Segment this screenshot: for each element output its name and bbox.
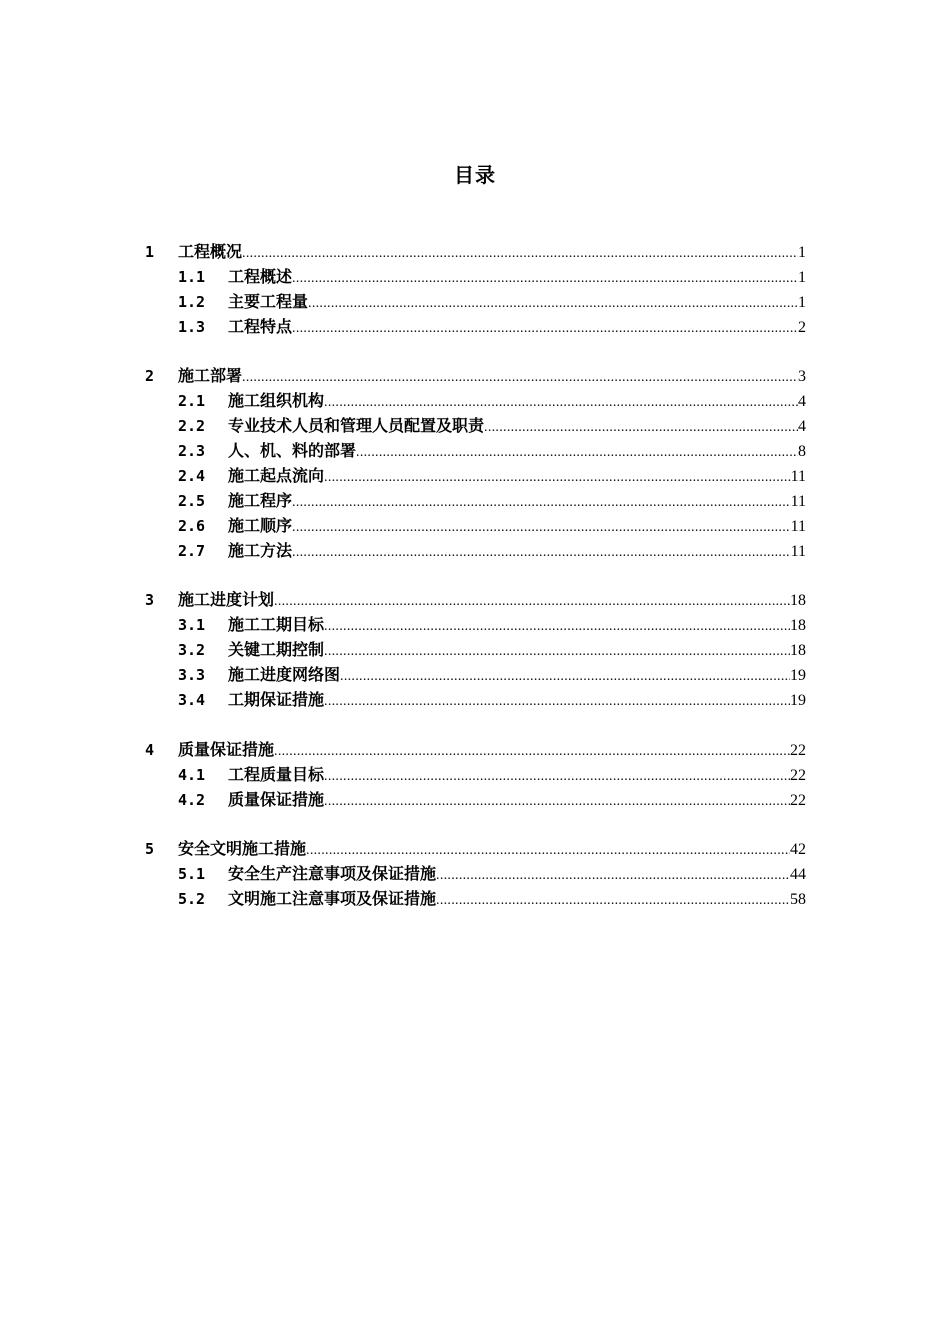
toc-entry-number: 3	[145, 591, 155, 610]
toc-entry-label: 关键工期控制	[228, 640, 325, 660]
toc-entry-page: 22	[790, 741, 806, 759]
toc-entry-page: 22	[790, 791, 806, 809]
toc-entry[interactable]	[145, 240, 806, 265]
toc-entry-page: 11	[790, 542, 806, 560]
toc-subentry[interactable]	[145, 862, 806, 887]
dot-leader	[274, 590, 790, 615]
toc-entry-page: 58	[790, 891, 806, 909]
toc-entry-label: 工程特点	[228, 316, 293, 336]
toc-entry-page: 18	[790, 592, 806, 610]
toc-entry-page: 3	[798, 368, 806, 386]
toc-entry-number: 2.6	[178, 516, 206, 535]
dot-leader	[242, 242, 798, 267]
toc-entry-number: 2.4	[178, 467, 206, 486]
toc-entry-page: 44	[790, 866, 806, 884]
dot-leader	[484, 416, 798, 441]
toc-entry-label: 施工工期目标	[228, 615, 325, 635]
toc-entry-page: 4	[798, 393, 806, 411]
dot-leader	[292, 516, 791, 541]
toc-entry-label: 安全生产注意事项及保证措施	[228, 864, 437, 884]
toc-entry-label: 施工组织机构	[228, 391, 325, 411]
toc-entry-label: 施工起点流向	[228, 466, 325, 486]
toc-entry-label: 施工顺序	[228, 515, 293, 535]
toc-entry-label: 质量保证措施	[178, 739, 275, 759]
toc-entry-page: 19	[790, 692, 806, 710]
toc-entry-page: 1	[798, 244, 806, 261]
dot-leader	[324, 391, 798, 416]
toc-entry-page: 1	[798, 293, 806, 311]
toc-subentry[interactable]	[145, 489, 806, 514]
dot-leader	[324, 640, 790, 665]
toc-entry-page: 8	[798, 443, 806, 461]
dot-leader	[308, 292, 798, 317]
toc-entry-label: 施工进度网络图	[228, 665, 341, 685]
toc-subentry[interactable]	[145, 290, 806, 315]
toc-entry-label: 工程概况	[178, 242, 243, 261]
dot-leader	[292, 541, 791, 566]
toc-entry[interactable]	[145, 837, 806, 862]
toc-entry-number: 1	[145, 243, 155, 261]
toc-entry-number: 1.1	[178, 267, 206, 286]
toc-entry-page: 1	[798, 268, 806, 286]
toc-entry-page: 18	[790, 617, 806, 635]
toc-subentry[interactable]	[145, 788, 806, 813]
toc-entry-label: 专业技术人员和管理人员配置及职责	[228, 416, 485, 436]
toc-entry-label: 施工方法	[228, 540, 293, 560]
toc-entry[interactable]	[145, 364, 806, 389]
toc-entry[interactable]	[145, 588, 806, 613]
toc-entry-number: 2.3	[178, 442, 206, 461]
dot-leader	[436, 889, 790, 914]
toc-entry-number: 4	[145, 740, 155, 759]
toc-entry-number: 5	[145, 840, 155, 859]
toc-entry-page: 42	[790, 841, 806, 859]
dot-leader	[324, 765, 790, 790]
dot-leader	[324, 690, 790, 715]
toc-entry-number: 4.1	[178, 765, 206, 784]
dot-leader	[340, 665, 790, 690]
toc-section	[145, 837, 806, 912]
dot-leader	[242, 366, 798, 391]
toc-subentry[interactable]	[145, 638, 806, 663]
toc-subentry[interactable]	[145, 663, 806, 688]
toc-entry-page: 11	[790, 492, 806, 510]
toc-subentry[interactable]	[145, 539, 806, 564]
toc-subentry[interactable]	[145, 389, 806, 414]
toc-subentry[interactable]	[145, 439, 806, 464]
toc-entry-number: 3.2	[178, 641, 206, 660]
dot-leader	[306, 839, 790, 864]
dot-leader	[292, 267, 798, 292]
toc-entry-number: 3.4	[178, 691, 206, 710]
toc-entry-page: 11	[790, 517, 806, 535]
toc-entry-label: 工程质量目标	[228, 764, 325, 784]
toc-subentry[interactable]	[145, 514, 806, 539]
toc-entry-label: 人、机、料的部署	[228, 441, 357, 461]
toc-subentry[interactable]	[145, 688, 806, 713]
toc-subentry[interactable]	[145, 315, 806, 340]
toc-entry-number: 3.1	[178, 616, 206, 635]
dot-leader	[436, 864, 790, 889]
toc-section	[145, 240, 806, 340]
toc-entry-page: 19	[790, 667, 806, 685]
toc-entry-page: 2	[798, 318, 806, 336]
dot-leader	[324, 466, 791, 491]
toc-entry-label: 施工进度计划	[178, 590, 275, 610]
toc-section	[145, 738, 806, 813]
toc-entry-number: 2.2	[178, 417, 206, 436]
toc-subentry[interactable]	[145, 464, 806, 489]
toc-entry-page: 11	[790, 468, 806, 486]
toc-entry-page: 4	[798, 418, 806, 436]
toc-entry-number: 1.3	[178, 317, 206, 336]
toc-subentry[interactable]	[145, 613, 806, 638]
dot-leader	[274, 740, 790, 765]
dot-leader	[324, 615, 790, 640]
toc-entry-label: 主要工程量	[228, 291, 309, 311]
table-of-contents	[145, 240, 806, 912]
toc-entry-label: 施工程序	[228, 490, 293, 510]
toc-entry-number: 5.1	[178, 865, 206, 884]
toc-entry-number: 2.7	[178, 541, 206, 560]
toc-entry-label: 工程概述	[228, 266, 293, 286]
toc-entry[interactable]	[145, 738, 806, 763]
toc-entry-number: 2.5	[178, 491, 206, 510]
toc-entry-number: 2	[145, 367, 155, 386]
toc-section	[145, 364, 806, 563]
toc-entry-page: 18	[790, 642, 806, 660]
toc-entry-label: 文明施工注意事项及保证措施	[228, 889, 437, 909]
toc-entry-page: 22	[790, 766, 806, 784]
toc-section	[145, 588, 806, 712]
toc-entry-label: 质量保证措施	[228, 789, 325, 809]
toc-subentry[interactable]	[145, 887, 806, 912]
toc-subentry[interactable]	[145, 414, 806, 439]
toc-entry-label: 安全文明施工措施	[178, 839, 307, 859]
toc-entry-label: 施工部署	[178, 366, 243, 386]
dot-leader	[292, 317, 798, 342]
toc-entry-number: 3.3	[178, 666, 206, 685]
dot-leader	[356, 441, 798, 466]
dot-leader	[324, 790, 790, 815]
page-title: 目录	[454, 163, 496, 187]
toc-subentry[interactable]	[145, 265, 806, 290]
toc-entry-number: 1.2	[178, 292, 206, 311]
toc-entry-label: 工期保证措施	[228, 690, 325, 710]
toc-subentry[interactable]	[145, 763, 806, 788]
toc-entry-number: 2.1	[178, 392, 206, 411]
dot-leader	[292, 491, 791, 516]
toc-entry-number: 4.2	[178, 790, 206, 809]
toc-entry-number: 5.2	[178, 890, 206, 909]
